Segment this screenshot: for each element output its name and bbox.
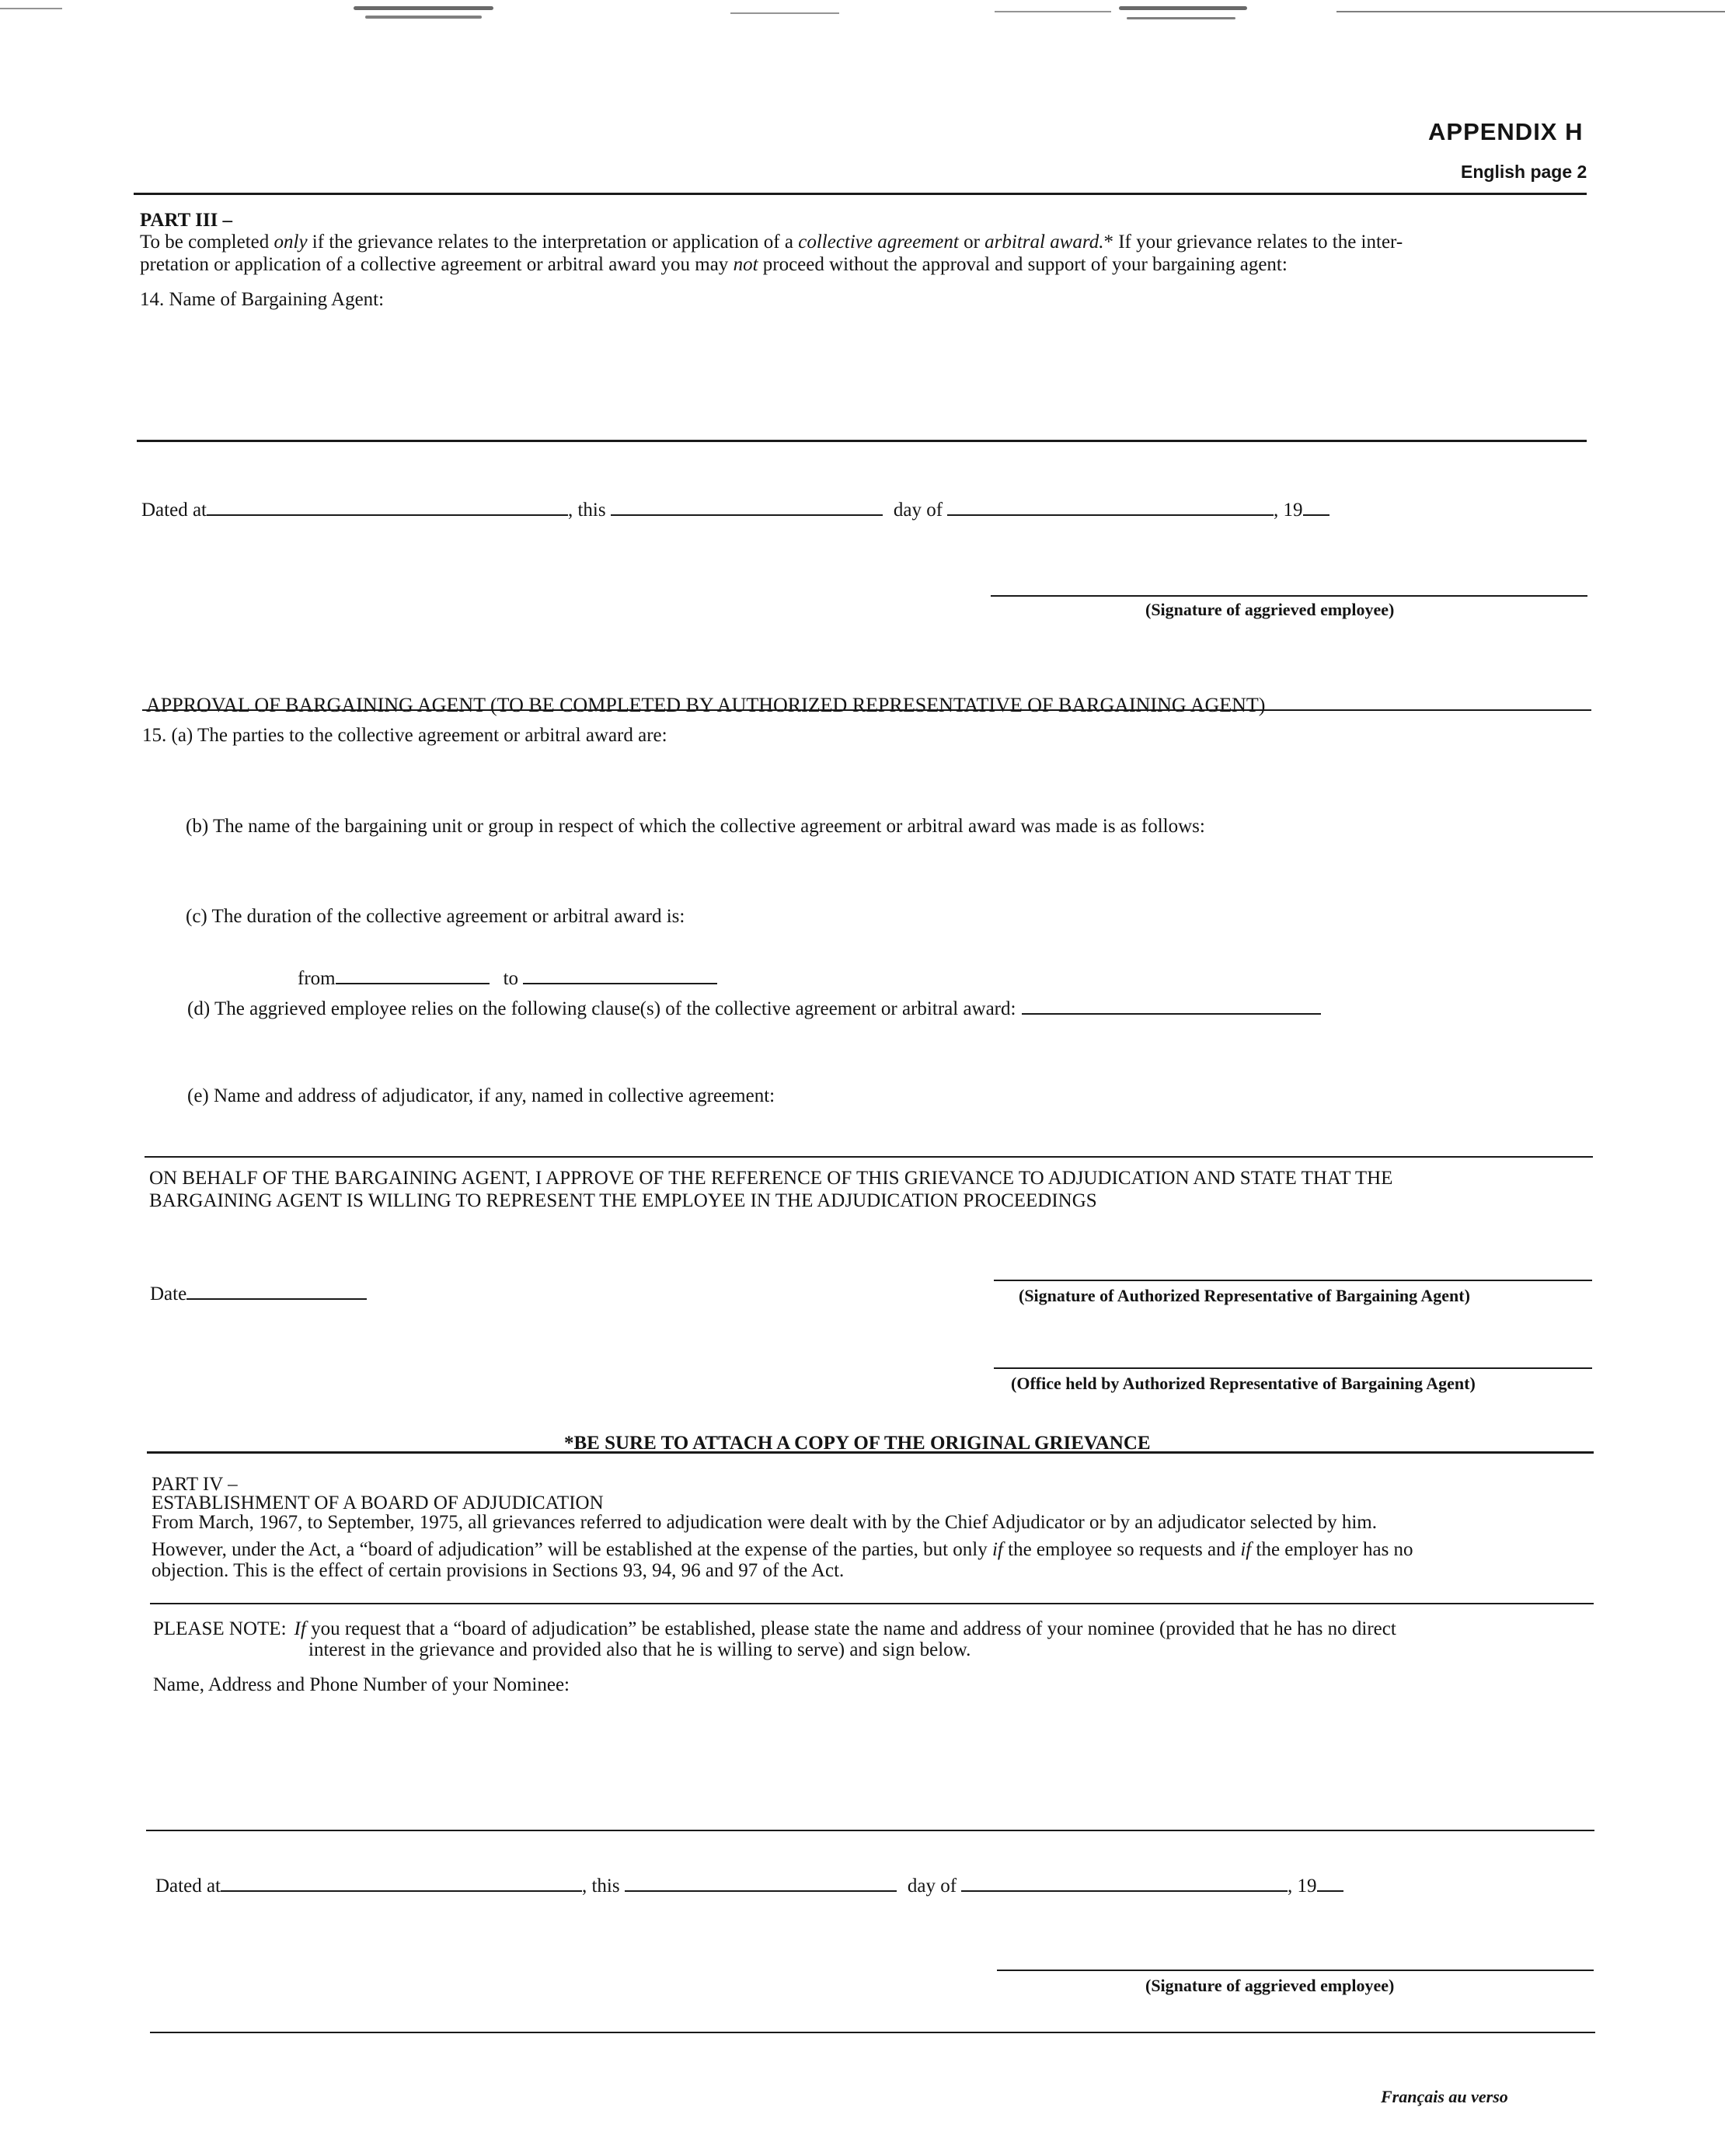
part-3-title: PART III – (140, 210, 233, 231)
french-note: Français au verso (1381, 2087, 1508, 2106)
dated-at-field[interactable] (221, 1873, 582, 1892)
scan-artifacts (0, 0, 1725, 31)
item-15d: (d) The aggrieved employee relies on the following clause(s) of the collective agreement or arbitral award: (187, 996, 1321, 1020)
part-3-intro-line-2: pretation or application of a collective agreement or arbitral award you may not proceed without the approval and support of your bargaining agent: (140, 254, 1288, 275)
signature-line[interactable] (997, 1970, 1594, 1971)
divider (150, 1603, 1594, 1604)
office-held-caption: (Office held by Authorized Representative of Bargaining Agent) (1011, 1374, 1476, 1393)
item-15b: (b) The name of the bargaining unit or group in respect of which the collective agreement or arbitral award was made is as follows: (186, 816, 1205, 837)
from-field[interactable] (336, 966, 490, 984)
year-field[interactable] (1317, 1873, 1343, 1892)
nominee-line[interactable] (146, 1830, 1594, 1831)
dated-at-field[interactable] (207, 497, 568, 516)
year-field[interactable] (1303, 497, 1329, 516)
duration-line: from to (298, 966, 717, 990)
bargaining-agent-name-line[interactable] (137, 440, 1587, 442)
clauses-field[interactable] (1022, 996, 1321, 1015)
day-of-field[interactable] (947, 497, 1274, 516)
part-4-paragraph-3: objection. This is the effect of certain provisions in Sections 93, 94, 96 and 97 of the Act. (152, 1560, 845, 1581)
part-4-paragraph-2: However, under the Act, a “board of adjudication” will be established at the expense of the parties, but only if the employee so requests and if the employer has no (152, 1539, 1413, 1560)
representative-signature-caption: (Signature of Authorized Representative of Bargaining Agent) (1019, 1286, 1470, 1305)
to-field[interactable] (523, 966, 717, 984)
date-field[interactable] (186, 1281, 367, 1300)
approval-statement-line-2: BARGAINING AGENT IS WILLING TO REPRESENT THE EMPLOYEE IN THE ADJUDICATION PROCEEDINGS (149, 1190, 1097, 1211)
day-of-field[interactable] (961, 1873, 1288, 1892)
divider (150, 2032, 1595, 2033)
office-held-line[interactable] (994, 1367, 1592, 1369)
representative-signature-line[interactable] (994, 1280, 1592, 1281)
divider (142, 709, 1591, 711)
divider (134, 193, 1587, 195)
this-field[interactable] (611, 497, 883, 516)
item-15c: (c) The duration of the collective agreement or arbitral award is: (186, 906, 685, 927)
this-field[interactable] (625, 1873, 897, 1892)
page-label: English page 2 (1461, 162, 1587, 182)
item-15e: (e) Name and address of adjudicator, if any, named in collective agreement: (187, 1085, 775, 1106)
approval-statement-line-1: ON BEHALF OF THE BARGAINING AGENT, I APPROVE OF THE REFERENCE OF THIS GRIEVANCE TO ADJUDICATION AND STATE THAT THE (149, 1168, 1393, 1189)
item-15a: 15. (a) The parties to the collective agreement or arbitral award are: (142, 725, 667, 746)
appendix-title: APPENDIX H (1428, 118, 1584, 145)
date-line: Date (150, 1281, 367, 1305)
nominee-label: Name, Address and Phone Number of your Nominee: (153, 1674, 570, 1695)
dated-line: Dated at , this day of , 19 (141, 497, 1329, 521)
divider (147, 1451, 1594, 1454)
part-4-paragraph-1: From March, 1967, to September, 1975, all grievances referred to adjudication were dealt with by the Chief Adjudicator or by an adjudicator selected by him. (152, 1512, 1377, 1533)
signature-line[interactable] (991, 595, 1587, 597)
part-3-intro-line-1: To be completed only if the grievance relates to the interpretation or application of a collective agreement or arbitral award.* If your grievance relates to the inter- (140, 232, 1403, 253)
approval-heading: APPROVAL OF BARGAINING AGENT (TO BE COMPLETED BY AUTHORIZED REPRESENTATIVE OF BARGAINING AGENT) (146, 694, 1266, 716)
part-4-subtitle: ESTABLISHMENT OF A BOARD OF ADJUDICATION (152, 1492, 604, 1513)
part-4-title: PART IV – (152, 1474, 238, 1495)
please-note: PLEASE NOTE: If you request that a “board of adjudication” be established, please state the name and address of your nominee (provided that he has no direct (153, 1618, 1396, 1639)
divider (145, 1156, 1593, 1158)
dated-line: Dated at , this day of , 19 (155, 1873, 1343, 1897)
signature-caption: (Signature of aggrieved employee) (1145, 600, 1395, 619)
item-14-label: 14. Name of Bargaining Agent: (140, 289, 385, 310)
signature-caption: (Signature of aggrieved employee) (1145, 1976, 1395, 1995)
attach-note: *BE SURE TO ATTACH A COPY OF THE ORIGINAL GRIEVANCE (564, 1433, 1151, 1454)
please-note-line-2: interest in the grievance and provided also that he is willing to serve) and sign below. (308, 1639, 971, 1660)
